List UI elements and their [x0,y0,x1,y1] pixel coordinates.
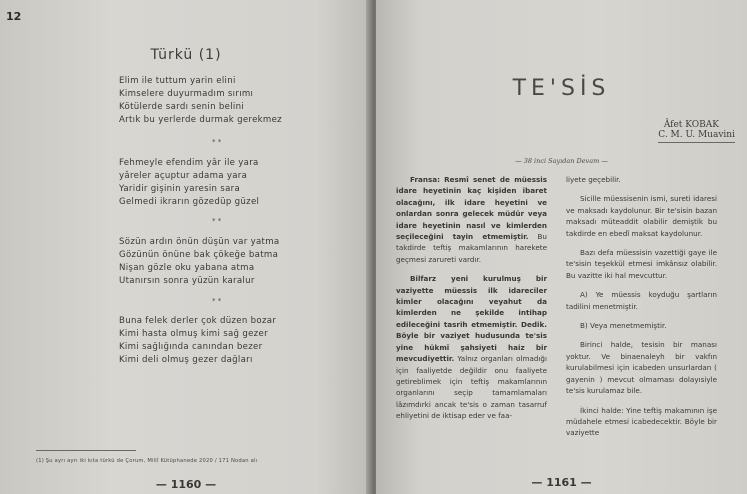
paragraph: İkinci halde: Yine teftiş makamının işe müdahele etmesi icabedecektir. Böyle bir vaziyette [566,405,717,438]
verse-line: Kimi hasta olmuş kimi sağ gezer [119,329,268,340]
paragraph-text: Bu takdirde teftiş makamlarının harekete geçmesi zarureti vardır. [396,232,547,264]
verse-line: Kötülerde sardı senin belini [119,102,245,113]
author-name: Âfet KOBAK [663,120,719,130]
stanza-separator: * * [212,217,222,225]
text-column-1 [396,174,547,430]
paragraph [396,273,547,421]
verse-line: Fehmeyle efendim yâr ile yara [119,158,259,168]
paragraph [396,174,547,265]
author-role: C. M. U. Muavini [658,130,735,143]
verse-line: Yaridir gişinin yaresin sara [119,184,241,195]
paragraph-bold: Bilfarz yeni kurulmuş bir vaziyette müessis ilk idareciler kimler olacağını veyahut da kimlerden ne şekilde intihap edileceğini tasrih etmemiştir. Dedik. Böyle bir vaziyet hudusunda te'sis yine hükmî şahsiyeti haiz bir mevcudiyettir. [396,274,547,364]
verse-line: Utanırsın sonra yüzün karalur [119,276,255,287]
verse-line: Kimi sağlığında canından bezer [119,342,263,353]
paragraph: liyete geçebilir. [566,175,621,184]
verse-line: Kimselere duyurmadım sırımı [119,89,254,100]
stanza-separator: * * [212,138,222,146]
footnote-rule [36,450,136,451]
paragraph: Sicille müessisenin ismi, sureti idaresi ve maksadı kaydolunur. Bir te'sisin bazan maksadı müteaddit olabilir demiştik bu takdirde en ebedî maksat kaydolunur. [566,194,717,238]
corner-page-number: 12 [6,10,22,23]
verse-line: Nişan gözle oku yabana atma [119,263,255,274]
paragraph: B) Veya menetmemiştir. [580,321,667,331]
stanza-1 [119,75,282,127]
continued-note: — 38 inci Sayıdan Devam — [515,157,608,165]
footnote: (1) Şu ayrı ayrı iki kıta türkü de Çorum, Millî Kütüphanede 2020 / 171 Nodan alı [36,458,258,464]
right-page [376,0,747,494]
article-title: TE'SİS [512,76,611,101]
stanza-2 [119,157,259,209]
page-number-right: — 1161 — [531,476,592,489]
text-column-2 [566,174,717,447]
paragraph: A) Ye müessis koyduğu şartların tadilini menetmiştir. [566,290,717,311]
verse-line: Sözün ardın önün düşün var yatma [119,237,280,247]
poem-title: Türkü (1) [150,47,222,63]
left-page [0,0,372,494]
verse-line: yâreler açuptur adama yara [119,171,248,182]
paragraph-text: Yalnız organları olmadığı için faaliyetde değildir onu faaliyete getireblimek için teftiş makamlarının organlarını seçip tamamlamaları lâzımdırki ancak te'sis o zaman tasarruf ehliyetini de iktisap eder ve faa- [396,354,547,421]
paragraph: Birinci halde, tesisin bir manası yoktur. Ve binaenaleyh bir vakfın kurulabilmesi için icabeden unsurlardan ( gayenin ) mevcut olmaması dolayısiyle te'sis kurulamaz bile. [566,340,717,396]
paragraph: Bazı defa müessisin vazettiği gaye ile te'sisin teşekkül etmesi imkânsız olabilir. Bu vazitte iki hal mevcuttur. [566,248,717,280]
verse-line: Gelmedi ikrarın gözedüp güzel [119,197,260,208]
stanza-4 [119,315,276,367]
verse-line: Buna felek derler çok düzen bozar [119,316,277,326]
verse-line: Elim ile tuttum yarin elini [119,76,236,86]
paragraph-bold: Resmî senet de müessis idare heyetinin kaç kişiden ibaret olacağını, ilk idare heyetini ve onlardan sonra gelecek müdür veya idare heyetinin nasıl ve kimlerden seçileceğini tayin etmemiştir. [396,175,547,242]
stanza-3 [119,236,279,288]
page-number-left: — 1160 — [155,478,217,491]
verse-line: Kimi deli olmuş gezer dağları [119,355,253,366]
verse-line: Artık bu yerlerde durmak gerekmez [119,115,282,126]
stanza-separator: * * [212,297,222,305]
paragraph-lead: Fransa: [410,175,440,184]
verse-line: Gözünün önüne bak çökeğe batma [119,250,279,261]
